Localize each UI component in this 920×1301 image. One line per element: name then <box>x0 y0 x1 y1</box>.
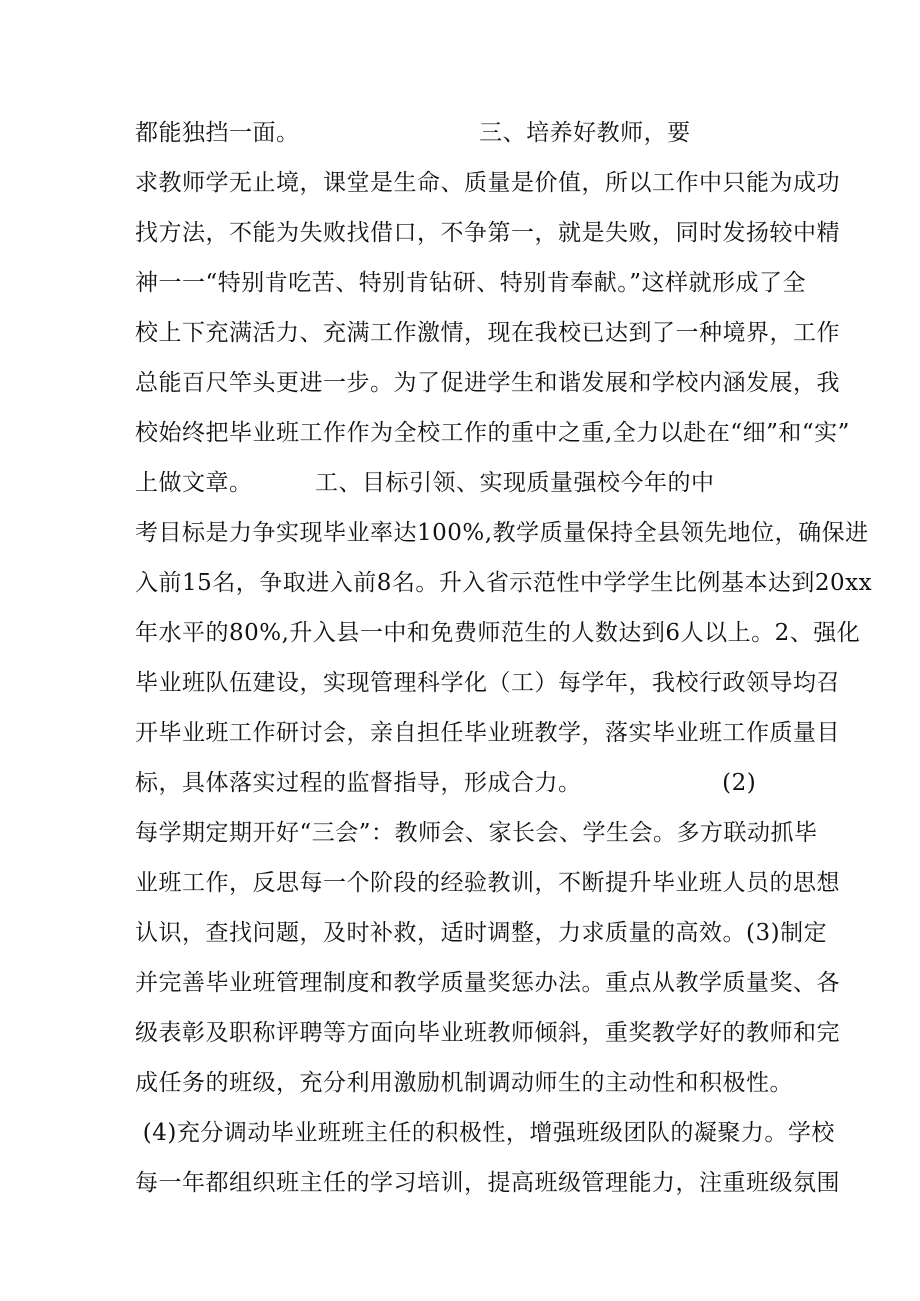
text-line: 业班工作，反思每一个阶段的经验教训，不断提升毕业班人员的思想 <box>135 870 840 896</box>
text-line: 校始终把毕业班工作作为全校工作的重中之重,全力以赴在“细”和“实” <box>135 420 850 446</box>
text-line: 求教师学无止境，课堂是生命、质量是价值，所以工作中只能为成功 <box>135 170 840 196</box>
text-line: 校上下充满活力、充满工作激情，现在我校已达到了一种境界，工作 <box>135 320 840 346</box>
text-line: 级表彰及职称评聘等方面向毕业班教师倾斜，重奖教学好的教师和完 <box>135 1020 840 1046</box>
text-line: 并完善毕业班管理制度和教学质量奖惩办法。重点从教学质量奖、各 <box>135 970 840 996</box>
text-line: 入前15名，争取进入前8名。升入省示范性中学学生比例基本达到20xx <box>135 570 873 596</box>
text-line: 找方法，不能为失败找借口，不争第一，就是失败，同时发扬较中精 <box>135 220 840 246</box>
text-line: 开毕业班工作研讨会，亲自担任毕业班教学，落实毕业班工作质量目 <box>135 720 840 746</box>
text-line: (4)充分调动毕业班班主任的积极性，增强班级团队的凝聚力。学校 <box>135 1120 835 1146</box>
text-line: 考目标是力争实现毕业率达100%,教学质量保持全县领先地位，确保进 <box>135 520 869 546</box>
text-line: 每一年都组织班主任的学习培训，提高班级管理能力，注重班级氛围 <box>135 1170 840 1196</box>
text-line: 总能百尺竿头更进一步。为了促进学生和谐发展和学校内涵发展，我 <box>135 370 840 396</box>
text-line: 神一一“特别肯吃苦、特别肯钻研、特别肯奉献。”这样就形成了全 <box>135 270 807 296</box>
text-line: 年水平的80%,升入县一中和免费师范生的人数达到6人以上。2、强化 <box>135 620 861 646</box>
text-line: 上做文章。 工、目标引领、实现质量强校今年的中 <box>135 470 715 496</box>
text-line: 认识，查找问题，及时补救，适时调整，力求质量的高效。(3)制定 <box>135 920 828 946</box>
text-line: 标，具体落实过程的监督指导，形成合力。 (2) <box>135 770 757 796</box>
text-line: 每学期定期开好“三会”：教师会、家长会、学生会。多方联动抓毕 <box>135 820 818 846</box>
text-line: 毕业班队伍建设，实现管理科学化（工）每学年，我校行政领导均召 <box>135 670 840 696</box>
text-line: 都能独挡一面。 三、培养好教师，要 <box>135 120 691 146</box>
text-line: 成任务的班级，充分利用激励机制调动师生的主动性和积极性。 <box>135 1070 793 1096</box>
